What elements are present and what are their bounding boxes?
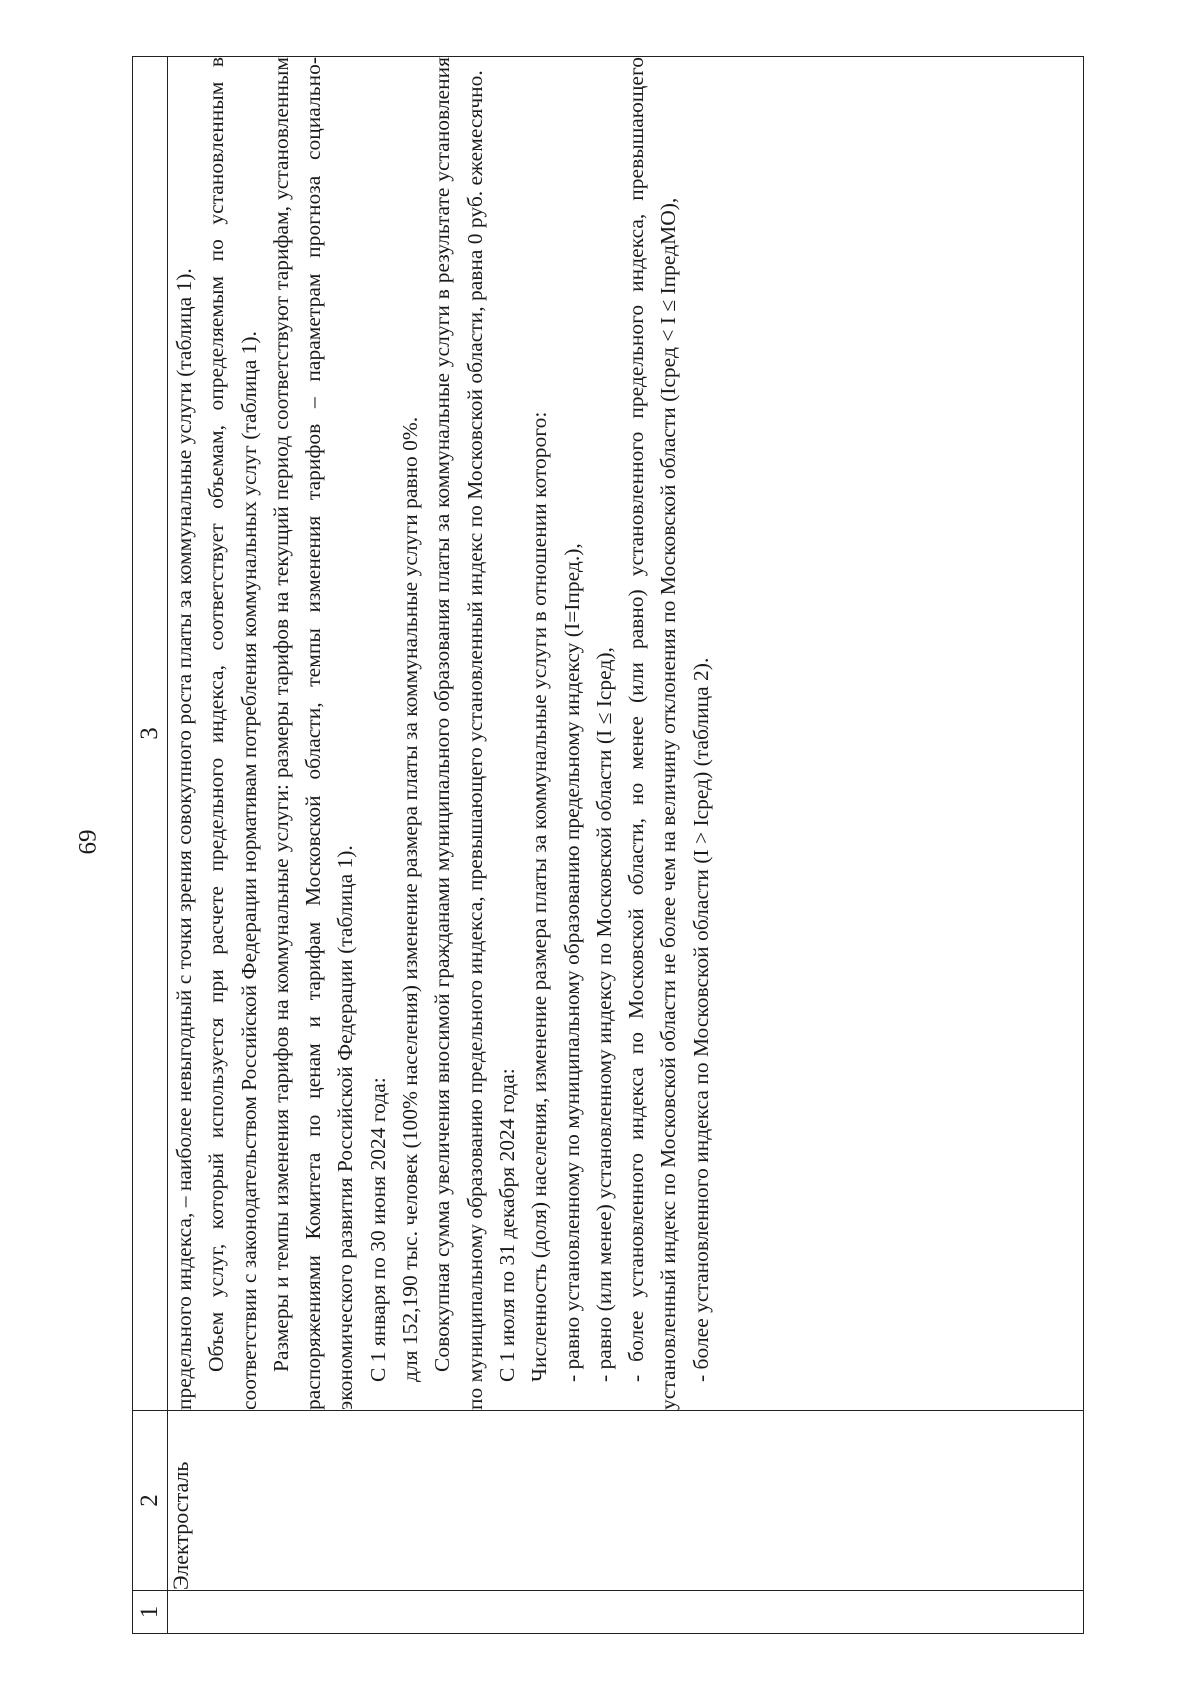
header-col-3: 3 [133,57,168,1411]
paragraph-0: предельного индекса, – наиболее невыгодный с точки зрения совокупного роста платы за коммунальные услуги (таблица 1). [172,268,196,1410]
tariff-table [132,56,1084,1634]
paragraph-5: Совокупная сумма увеличения вносимой гражданами муниципального образования платы за коммунальные услуги в результате установления по муниципальному образованию предельного индекса, превышающего установленный индекс по Московской области, равна 0 руб. ежемесячно. [430,57,487,1410]
paragraph-8: - равно установленному по муниципальному образованию предельному индексу (I=Iпред.), [559,543,584,1382]
table-header-row [133,57,168,1634]
paragraph-9: - равно (или менее) установленному индексу по Московской области (I ≤ Iсред), [591,647,616,1382]
paragraph-6: С 1 июля по 31 декабря 2024 года: [494,1068,519,1382]
header-col-2: 2 [133,1411,168,1591]
paragraph-10: - более установленного индекса по Московской области, но менее (или равно) установленного предельного индекса, превышающего установленный индекс по Московской области не более чем на величину отклонения по Московской области (Iсред < I ≤ IпредМО), [624,57,681,1410]
rotated-table-wrapper [132,56,1084,1634]
cell-col-1 [168,1591,1084,1634]
paragraph-7: Численность (доля) населения, изменение размера платы за коммунальные услуги в отношении которого: [527,411,552,1382]
municipality-name: Электросталь [168,1411,1084,1591]
paragraph-2: Размеры и темпы изменения тарифов на коммунальные услуги: размеры тарифов на текущий период соответствуют тарифам, установленным распоряжениями Комитета по ценам и тарифам Московской области, темпы изменения тарифов – параметрам прогноза социально-экономического развития Российской Федерации (таблица 1). [268,57,358,1410]
header-col-1: 1 [133,1591,168,1634]
paragraph-4: для 152,190 тыс. человек (100% населения) изменение размера платы за коммунальные услуги равно 0%. [398,416,423,1382]
description-cell [168,57,1084,1411]
table-row [168,57,1084,1634]
paragraph-1: Объем услуг, который используется при расчете предельного индекса, соответствует объемам, определяемым по установленным в соответствии с законодательством Российской Федерации нормативам потребления коммунальных услуг (таблица 1). [204,57,261,1410]
paragraph-3: С 1 января по 30 июня 2024 года: [365,1077,390,1382]
page-number: 69 [74,829,102,855]
paragraph-11: - более установленного индекса по Московской области (I > Iсред) (таблица 2). [688,657,713,1382]
